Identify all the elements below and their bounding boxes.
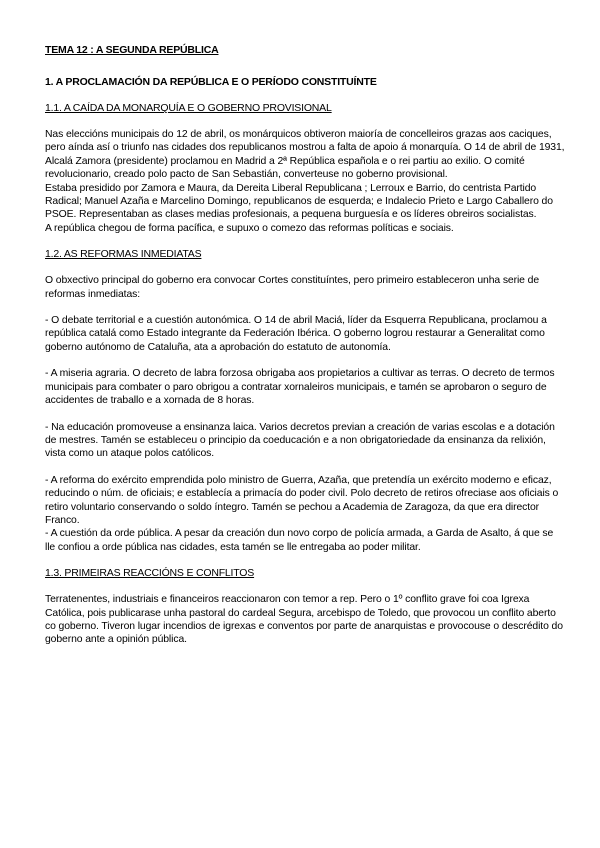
paragraph: Estaba presidido por Zamora e Maura, da Dereita Liberal Republicana ; Lerroux e Barrio, do centrista Partido Radical; Manuel Azaña e Marcelino Domingo, republicanos de esquerda; e Indalecio Prieto e Largo Caballero do PSOE. Representaban as clases medias profesionais, a pequena burguesía e os líderes obreiros socialistas. (45, 182, 553, 221)
subsection-heading-1-2: 1.2. AS REFORMAS INMEDIATAS (45, 248, 202, 261)
subsection-heading-1-3: 1.3. PRIMEIRAS REACCIÓNS E CONFLITOS (45, 567, 255, 580)
paragraph: A república chegou de forma pacífica, e supuxo o comezo das reformas políticas e sociais. (45, 222, 454, 234)
section-heading-1: 1. A PROCLAMACIÓN DA REPÚBLICA E O PERÍODO CONSTITUÍNTE (45, 76, 377, 88)
subsection-heading-1-1: 1.1. A CAÍDA DA MONARQUÍA E O GOBERNO PROVISIONAL (45, 102, 332, 114)
document-title: TEMA 12 : A SEGUNDA REPÚBLICA (45, 44, 219, 56)
list-item: - A reforma do exército emprendida polo ministro de Guerra, Azaña, que pretendía un exército moderno e eficaz, reducindo o núm. de oficiais; e establecía a primacía do poder civil. Polo decreto de retiros ofreciase aos oficiais o retiro voluntario conservando o soldo íntegro. Tamén se pechou a Academia de Zaragoza, da que era director Franco. (45, 474, 559, 526)
list-item: - O debate territorial e a cuestión autonómica. O 14 de abril Maciá, líder da Esquerra Republicana, proclamou a república catalá como Estado integrante da Federación Ibérica. O goberno logrou restaurar a Generalitat como goberno autónomo de Cataluña, ata a aprobación do estatuto de autonomía. (45, 315, 547, 353)
list-item: - Na educación promoveuse a ensinanza laica. Varios decretos previan a creación de varias escolas e a dotación de mestres. Tamén se estableceu o principio da coeducación e a non obrigatoriedade da ensinanza da relixión, vista como un ataque polos católicos. (45, 421, 555, 460)
document-page (45, 44, 565, 647)
paragraph: Terratenentes, industriais e financeiros reaccionaron con temor a rep. Pero o 1º conflito grave foi coa Igrexa Católica, pois publicarase unha pastoral do cardeal Segura, arcebispo de Toledo, que provocou un conflito aberto co goberno. Tiveron lugar incendios de igrexas e conventos por parte de anarquistas e provocouse o descrédito do goberno ante a opinión pública. (45, 594, 563, 646)
paragraph: Nas eleccións municipais do 12 de abril, os monárquicos obtiveron maioría de concelleiros grazas aos caciques, pero aínda así o triunfo nas cidades dos republicanos mostrou a falta de apoio á monarquía. O 14 de abril de 1931, Alcalá Zamora (presidente) proclamou en Madrid a 2ª República española e o rei partiu ao exilio. O comité revolucionario, creado polo pacto de San Sebastián, converteuse no goberno provisional. (45, 129, 565, 181)
list-item: - A cuestión da orde pública. A pesar da creación dun novo corpo de policía armada, a Garda de Asalto, á que se lle confiou a orde pública nas cidades, esta tamén se lle entregaba ao poder militar. (45, 528, 554, 553)
list-item: - A miseria agraria. O decreto de labra forzosa obrigaba aos propietarios a cultivar as terras. O decreto de termos municipais para combater o paro obrigou a contratar xornaleiros municipais, e tamén se aprobaron o seguro de accidentes de traballo e a xornada de 8 horas. (45, 368, 555, 407)
paragraph: O obxectivo principal do goberno era convocar Cortes constituíntes, pero primeiro estableceron unha serie de reformas inmediatas: (45, 275, 540, 300)
